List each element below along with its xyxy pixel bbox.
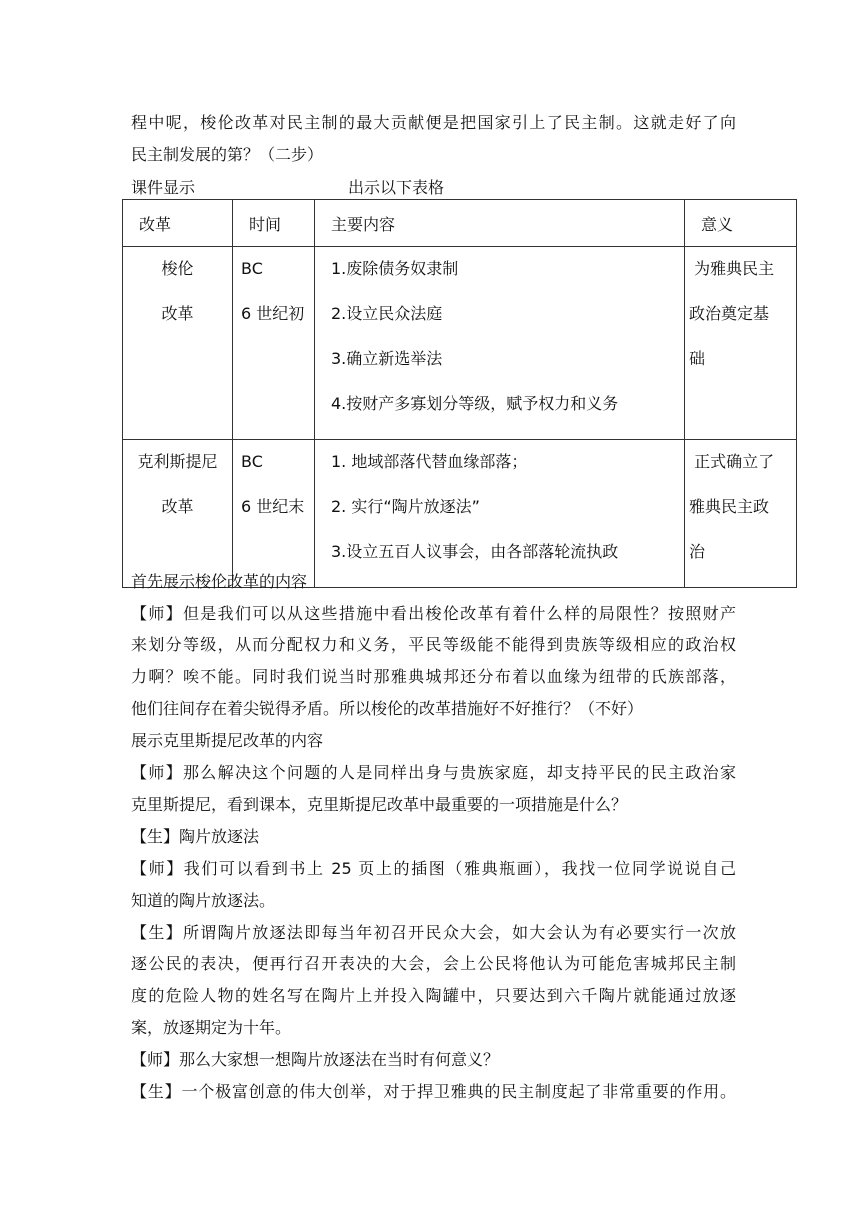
- paragraph-line: 程中呢，梭伦改革对民主制的最大贡献便是把国家引上了民主制。这就走好了向: [131, 113, 736, 132]
- table-cell-content: 1. 地域部落代替血缘部落； 2. 实行“陶片放逐法” 3.设立五百人议事会，由各部落轮流执政: [315, 440, 685, 588]
- paragraph-line: 【生】陶片放逐法: [131, 827, 260, 846]
- reform-table: [122, 199, 797, 588]
- paragraph-line: 他们往间存在着尖锐得矛盾。所以梭伦的改革措施好不好推行？（不好）: [131, 699, 644, 718]
- paragraph-line: 度的危险人物的姓名写在陶片上并投入陶罐中，只要达到六千陶片就能通过放逐: [131, 986, 736, 1005]
- paragraph-line: 【师】那么大家想一想陶片放逐法在当时有何意义？: [131, 1050, 500, 1069]
- courseware-label: 课件显示: [131, 178, 196, 197]
- table-header-row: [123, 200, 797, 247]
- table-row: [123, 247, 797, 440]
- table-cell-reform: 梭伦 改革: [123, 247, 233, 440]
- paragraph-line: 展示克里斯提尼改革的内容: [131, 731, 324, 750]
- paragraph-line: 案，放逐期定为十年。: [131, 1018, 292, 1037]
- paragraph-line: 知道的陶片放逐法。: [131, 891, 276, 910]
- courseware-note: 出示以下表格: [348, 178, 445, 197]
- table-row: [123, 440, 797, 588]
- table-header-cell: 时间: [233, 200, 315, 247]
- paragraph-line: 【师】但是我们可以从这些措施中看出梭伦改革有着什么样的局限性？按照财产: [131, 604, 736, 623]
- table-cell-meaning: 为雅典民主 政治奠定基 础: [685, 247, 797, 440]
- table-cell-time: BC 6 世纪末: [233, 440, 315, 588]
- paragraph-line: 【师】我们可以看到书上 25 页上的插图（雅典瓶画），我找一位同学说说自己: [131, 859, 736, 878]
- paragraph-line: 【师】那么解决这个问题的人是同样出身与贵族家庭，却支持平民的民主政治家: [131, 763, 736, 782]
- table-cell-content: 1.废除债务奴隶制 2.设立民众法庭 3.确立新选举法 4.按财产多寡划分等级，赋予权力和义务: [315, 247, 685, 440]
- table-cell-reform: 克利斯提尼 改革: [123, 440, 233, 588]
- paragraph-line: 首先展示梭伦改革的内容: [131, 572, 308, 591]
- paragraph-line: 民主制发展的第？（二步）: [131, 145, 324, 164]
- paragraph-line: 来划分等级，从而分配权力和义务，平民等级能不能得到贵族等级相应的政治权: [131, 635, 736, 654]
- table-header-cell: 意义: [685, 200, 797, 247]
- courseware-caption: [131, 178, 445, 198]
- table-cell-meaning: 正式确立了 雅典民主政 治: [685, 440, 797, 588]
- table-header-cell: 主要内容: [315, 200, 685, 247]
- paragraph-line: 逐公民的表决，便再行召开表决的大会，会上公民将他认为可能危害城邦民主制: [131, 954, 736, 973]
- paragraph-line: 【生】所谓陶片放逐法即每当年初召开民众大会，如大会认为有必要实行一次放: [131, 923, 736, 942]
- paragraph-line: 【生】一个极富创意的伟大创举，对于捍卫雅典的民主制度起了非常重要的作用。: [131, 1082, 736, 1101]
- paragraph-line: 力啊？唉不能。同时我们说当时那雅典城邦还分布着以血缘为纽带的氏族部落，: [131, 667, 736, 686]
- table-header-cell: 改革: [123, 200, 233, 247]
- table-cell-time: BC 6 世纪初: [233, 247, 315, 440]
- paragraph-line: 克里斯提尼，看到课本，克里斯提尼改革中最重要的一项措施是什么？: [131, 795, 628, 814]
